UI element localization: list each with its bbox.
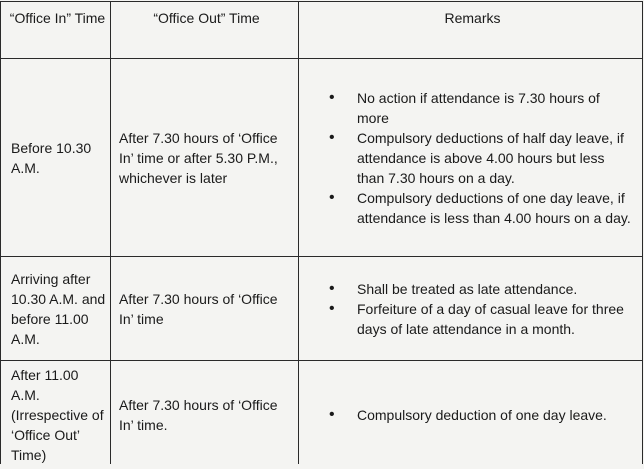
- remarks-cell: [299, 257, 643, 361]
- list-item: [329, 188, 634, 228]
- table-row: [1, 257, 643, 361]
- office-out-cell: After 7.30 hours of ‘Office In’ time.: [111, 361, 299, 469]
- attendance-rules-table: [0, 1, 643, 469]
- list-item: [329, 405, 634, 425]
- remark-text: Compulsory deductions of one day leave, if attendance is less than 4.00 hours on a day.: [357, 189, 631, 226]
- office-out-cell: After 7.30 hours of ‘Office In’ time or after 5.30 P.M., whichever is later: [111, 59, 299, 257]
- table-row: [1, 59, 643, 257]
- remark-text: No action if attendance is 7.30 hours of more: [357, 89, 600, 126]
- bullet-icon: •: [329, 279, 335, 297]
- bullet-icon: •: [329, 88, 335, 106]
- remarks-cell: [299, 59, 643, 257]
- bullet-icon: •: [329, 405, 335, 423]
- list-item: [329, 88, 634, 128]
- office-in-cell: Arriving after 10.30 A.M. and before 11.00 A.M.: [1, 257, 111, 361]
- header-office-out: “Office Out” Time: [111, 2, 299, 59]
- remarks-list: [329, 405, 634, 425]
- page-bottom-margin: [0, 464, 644, 469]
- remark-text: Compulsory deduction of one day leave.: [357, 406, 607, 423]
- office-out-cell: After 7.30 hours of ‘Office In’ time: [111, 257, 299, 361]
- bullet-icon: •: [329, 128, 335, 146]
- remark-text: Shall be treated as late attendance.: [357, 280, 578, 297]
- list-item: [329, 299, 634, 339]
- remarks-list: [329, 279, 634, 339]
- office-in-cell: Before 10.30 A.M.: [1, 59, 111, 257]
- bullet-icon: •: [329, 188, 335, 206]
- remarks-cell: [299, 361, 643, 469]
- header-remarks: Remarks: [299, 2, 643, 59]
- office-in-cell: After 11.00 A.M. (Irrespective of ‘Office Out’ Time): [1, 361, 111, 469]
- remarks-list: [329, 88, 634, 228]
- header-row: [1, 2, 643, 59]
- bullet-icon: •: [329, 299, 335, 317]
- table-row: [1, 361, 643, 469]
- list-item: [329, 128, 634, 188]
- list-item: [329, 279, 634, 299]
- remark-text: Compulsory deductions of half day leave, if attendance is above 4.00 hours but less than 7.30 hours on a day.: [357, 129, 624, 186]
- header-office-in: “Office In” Time: [1, 2, 111, 59]
- remark-text: Forfeiture of a day of casual leave for three days of late attendance in a month.: [357, 300, 624, 337]
